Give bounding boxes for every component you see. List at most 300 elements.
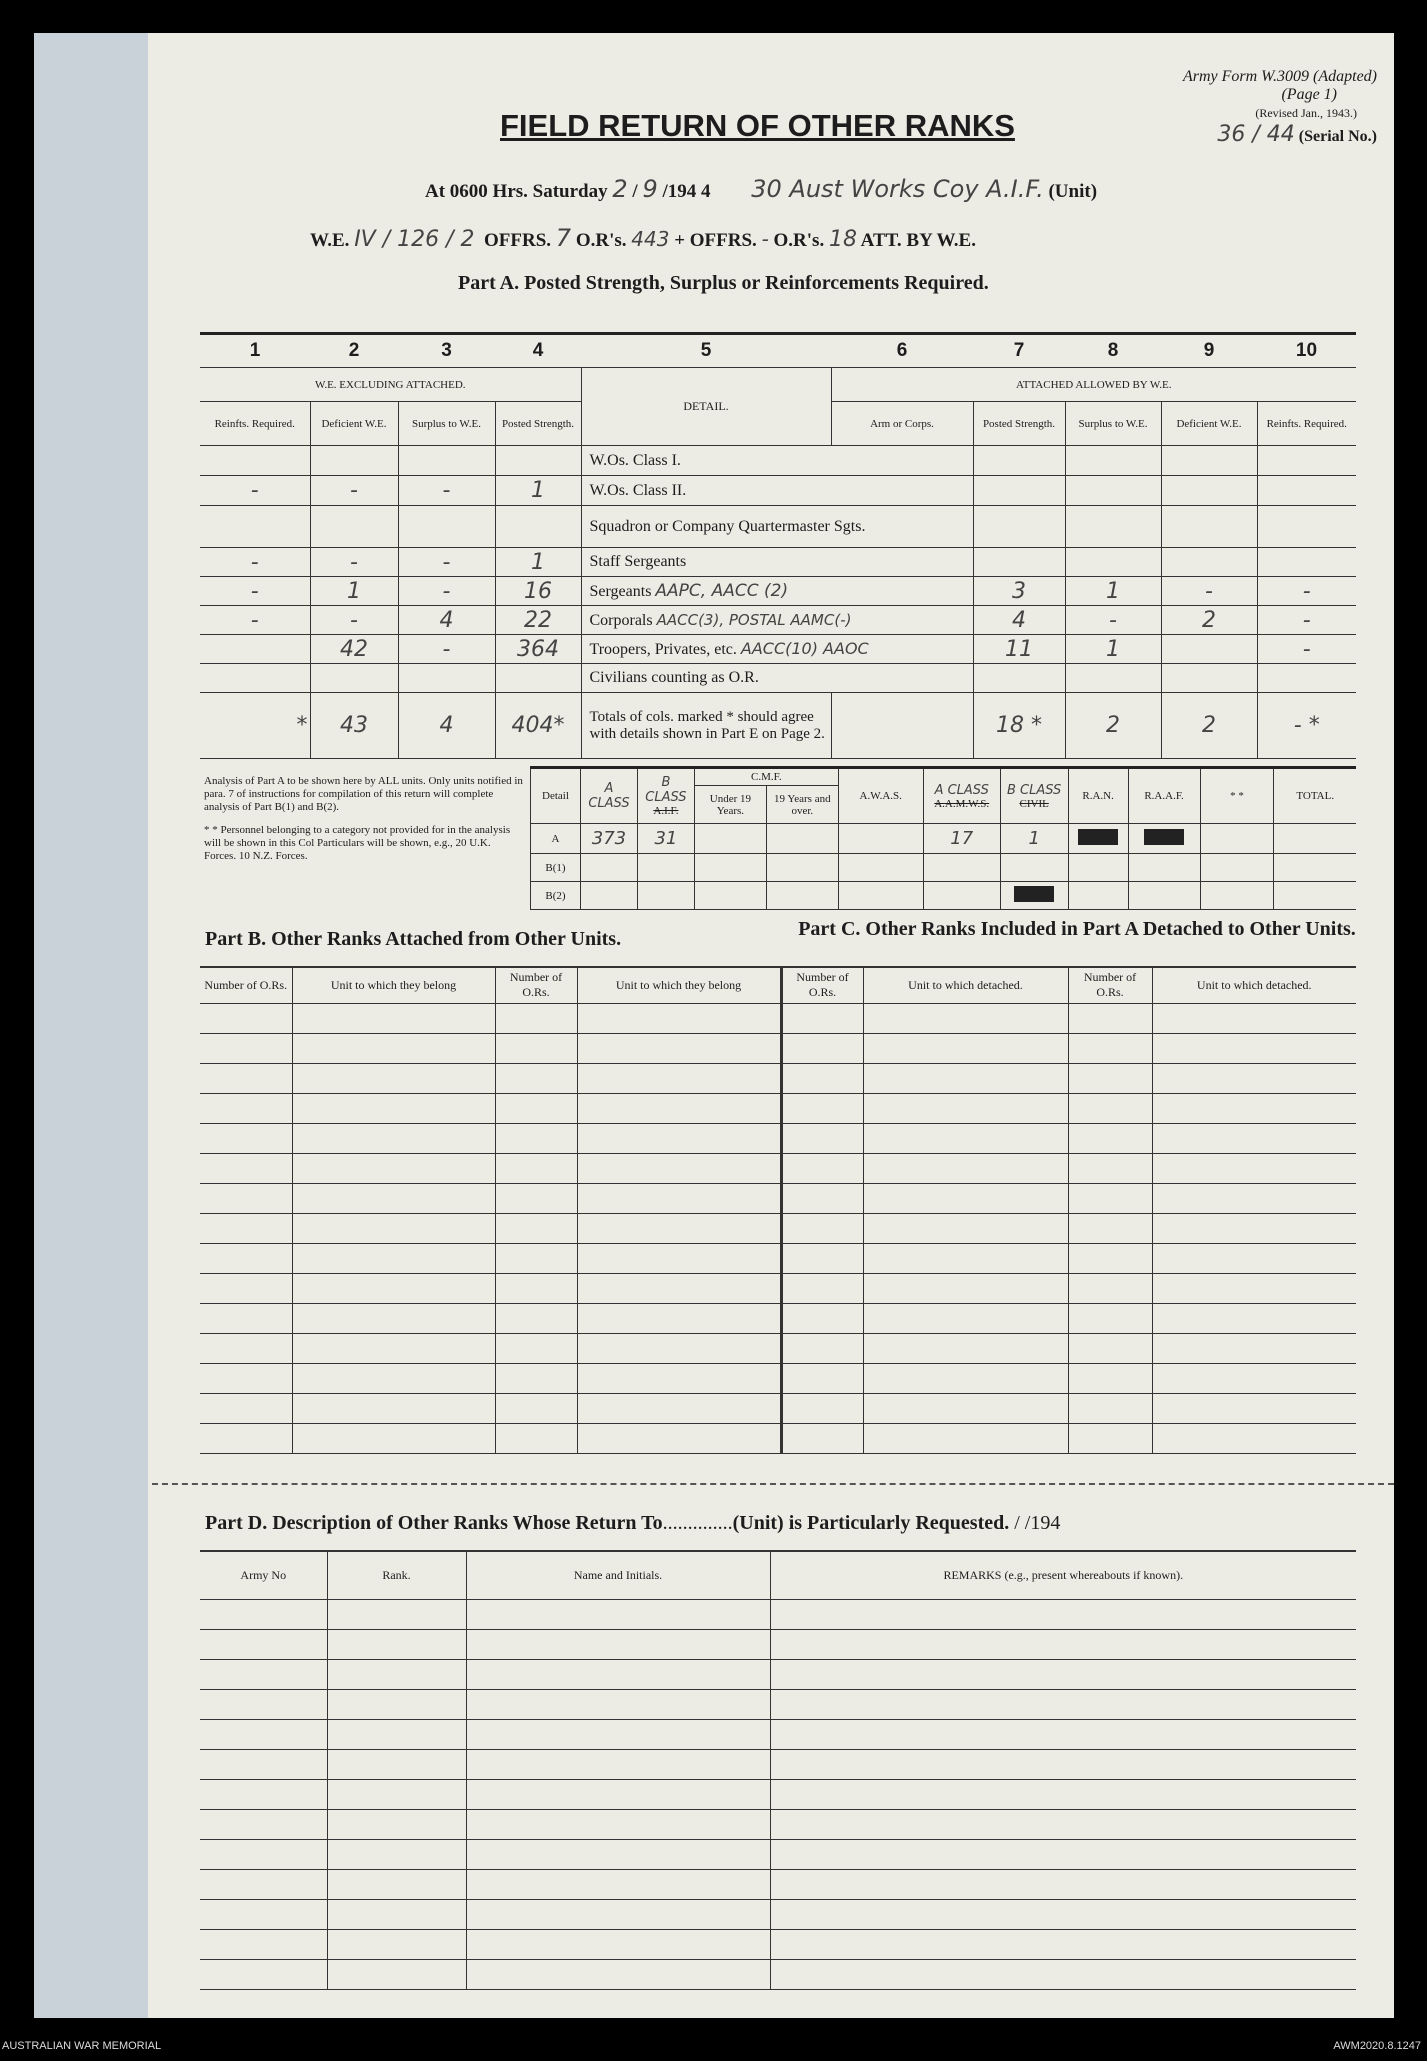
cell: - (200, 606, 310, 635)
row-label: B(2) (531, 882, 581, 910)
cell (973, 476, 1065, 506)
cell (838, 854, 923, 882)
cell (838, 882, 923, 910)
blank-row (200, 1393, 1356, 1423)
cell: 31 (637, 824, 694, 854)
blank-cell (466, 1929, 770, 1959)
blank-cell (863, 1183, 1068, 1213)
cell: 42 (310, 635, 398, 664)
table-row (200, 476, 1356, 506)
aif-label: A.I.F. (653, 805, 679, 817)
detail-text: W.Os. Class II. (589, 481, 687, 499)
blank-cell (292, 1183, 495, 1213)
blank-cell (1068, 1213, 1152, 1243)
head-deficient: Deficient W.E. (310, 402, 398, 446)
head-att-surplus: Surplus to W.E. (1065, 402, 1161, 446)
cell: 2 (1161, 606, 1257, 635)
redaction-mark (1014, 886, 1054, 902)
cell (1274, 882, 1356, 910)
row-detail (581, 476, 973, 506)
cell (923, 854, 1000, 882)
cell: - (310, 548, 398, 577)
head-detail: Detail (531, 768, 581, 824)
cell: 4 (398, 606, 495, 635)
cell: 1 (1000, 824, 1068, 854)
cell (200, 635, 310, 664)
blank-row (200, 1899, 1356, 1929)
blank-cell (495, 1063, 577, 1093)
blank-cell (292, 1063, 495, 1093)
blank-cell (200, 1719, 327, 1749)
serial-value: 36 / 44 (1217, 122, 1295, 147)
blank-cell (1068, 1003, 1152, 1033)
blank-cell (327, 1869, 466, 1899)
blank-cell (327, 1629, 466, 1659)
blank-cell (200, 1093, 292, 1123)
detail-handwritten: AACC(3), POSTAL AAMC(-) (656, 610, 852, 629)
analysis-note-1: Analysis of Part A to be shown here by ALL units. Only units notified in para. 7 of instructions for compilation of this return will complete analysis of Part B(1) and B(2). (204, 775, 523, 813)
blank-cell (327, 1839, 466, 1869)
column-number-row (200, 334, 1356, 368)
unit-value: 30 Aust Works Coy A.I.F. (751, 175, 1044, 203)
cell (495, 664, 581, 693)
blank-cell (466, 1689, 770, 1719)
cell (923, 882, 1000, 910)
cell: - (200, 548, 310, 577)
blank-cell (200, 1033, 292, 1063)
blank-row (200, 1003, 1356, 1033)
blank-cell (327, 1809, 466, 1839)
blank-row (200, 1213, 1356, 1243)
row-detail (581, 548, 973, 577)
blank-row (200, 1333, 1356, 1363)
cell (973, 506, 1065, 548)
blank-cell (292, 1393, 495, 1423)
blank-cell (200, 1303, 292, 1333)
cell: - (1257, 635, 1356, 664)
blank-cell (200, 1123, 292, 1153)
blank-cell (466, 1629, 770, 1659)
blank-row (200, 1063, 1356, 1093)
cell: - (1065, 606, 1161, 635)
serial-label: (Serial No.) (1298, 128, 1377, 145)
blank-cell (1068, 1033, 1152, 1063)
part-d-title-end: (Unit) is Particularly Requested. (732, 1512, 1010, 1534)
blank-cell (577, 1423, 781, 1453)
att-label: ATT. BY W.E. (860, 230, 976, 251)
blank-cell (577, 1003, 781, 1033)
cell (580, 854, 637, 882)
cell (973, 664, 1065, 693)
we-line (310, 224, 976, 252)
cell (310, 664, 398, 693)
offrs2-value: - (761, 227, 769, 251)
row-detail (581, 606, 973, 635)
blank-cell (1068, 1063, 1152, 1093)
blank-cell (1152, 1093, 1356, 1123)
head-att-posted: Posted Strength. (973, 402, 1065, 446)
blank-cell (495, 1183, 577, 1213)
blank-cell (781, 1423, 863, 1453)
blank-cell (1068, 1123, 1152, 1153)
blank-cell (495, 1093, 577, 1123)
cell: 1 (310, 577, 398, 606)
form-revised: (Revised Jan., 1943.) (1255, 106, 1357, 120)
head-b-unit: Unit to which they belong (292, 967, 495, 1003)
blank-cell (327, 1899, 466, 1929)
blank-cell (770, 1749, 1356, 1779)
row-label: A (531, 824, 581, 854)
blank-cell (327, 1749, 466, 1779)
blank-cell (863, 1063, 1068, 1093)
cell (200, 506, 310, 548)
blank-cell (781, 1123, 863, 1153)
blank-cell (770, 1719, 1356, 1749)
blank-cell (200, 1779, 327, 1809)
head-detail: DETAIL. (581, 368, 831, 446)
cell (495, 506, 581, 548)
part-bc-table (200, 966, 1356, 1454)
head-c-number-2: Number of O.Rs. (1068, 967, 1152, 1003)
blank-cell (863, 1033, 1068, 1063)
plus-sign: + (674, 230, 686, 251)
blank-row (200, 1243, 1356, 1273)
blank-cell (200, 1273, 292, 1303)
blank-cell (863, 1153, 1068, 1183)
head-ran: R.A.N. (1068, 768, 1128, 824)
blank-cell (1152, 1273, 1356, 1303)
blank-cell (200, 1393, 292, 1423)
head-b-unit-2: Unit to which they belong (577, 967, 781, 1003)
blank-cell (327, 1599, 466, 1629)
blank-cell (781, 1093, 863, 1123)
blank-cell (781, 1303, 863, 1333)
head-reinfts: Reinfts. Required. (200, 402, 310, 446)
blank-cell (770, 1839, 1356, 1869)
date-unit-line: At 0600 Hrs. Saturday 2 / 9 /194 4 30 Aust Works Coy A.I.F. (Unit) (425, 175, 1098, 203)
analysis-notes (204, 775, 524, 863)
cell (1065, 506, 1161, 548)
redaction-mark (1078, 829, 1118, 845)
blue-backing-sheet (34, 33, 152, 2018)
blank-cell (200, 1809, 327, 1839)
head-att-deficient: Deficient W.E. (1161, 402, 1257, 446)
blank-cell (863, 1213, 1068, 1243)
blank-cell (781, 1393, 863, 1423)
cell: 11 (973, 635, 1065, 664)
blank-cell (1152, 1243, 1356, 1273)
head-army-no: Army No (200, 1551, 327, 1599)
cell: - (310, 476, 398, 506)
table-row (200, 664, 1356, 693)
blank-cell (1152, 1063, 1356, 1093)
cell: 373 (580, 824, 637, 854)
cell (766, 854, 838, 882)
offrs-value: 7 (555, 224, 572, 252)
detail-text: Civilians counting as O.R. (589, 669, 759, 686)
cell: - (200, 476, 310, 506)
head-att-reinfts: Reinfts. Required. (1257, 402, 1356, 446)
head-c-number: Number of O.Rs. (781, 967, 863, 1003)
blank-cell (495, 1363, 577, 1393)
blank-cell (781, 1183, 863, 1213)
cell: 18 * (973, 693, 1065, 759)
head-remarks: REMARKS (e.g., present whereabouts if known). (770, 1551, 1356, 1599)
blank-cell (577, 1063, 781, 1093)
blank-cell (781, 1333, 863, 1363)
form-adapted: (Adapted) (1313, 68, 1377, 85)
ors-value: 443 (631, 227, 670, 251)
ors2-label: O.R's. (773, 230, 825, 251)
detail-text: Squadron or Company Quartermaster Sgts. (589, 517, 866, 535)
blank-cell (466, 1599, 770, 1629)
part-d-table (200, 1550, 1356, 1990)
row-label: B(1) (531, 854, 581, 882)
civil-hand: B CLASS (1007, 782, 1062, 798)
blank-row (200, 1779, 1356, 1809)
blank-cell (1068, 1093, 1152, 1123)
blank-cell (495, 1153, 577, 1183)
cell (1065, 664, 1161, 693)
blank-cell (770, 1779, 1356, 1809)
blank-cell (770, 1929, 1356, 1959)
head-raaf: R.A.A.F. (1128, 768, 1200, 824)
blank-cell (327, 1689, 466, 1719)
ors-label: O.R's. (575, 230, 627, 251)
totals-detail: Totals of cols. marked * should agree with details shown in Part E on Page 2. (581, 693, 831, 759)
blank-cell (327, 1929, 466, 1959)
redacted-cell (1128, 824, 1200, 854)
cell: 404* (495, 693, 581, 759)
blank-cell (1152, 1363, 1356, 1393)
blank-cell (466, 1869, 770, 1899)
part-a-table (200, 332, 1356, 759)
blank-cell (781, 1153, 863, 1183)
blank-cell (200, 1153, 292, 1183)
footer-credit: AUSTRALIAN WAR MEMORIAL (2, 2040, 162, 2052)
blank-cell (327, 1959, 466, 1989)
aif-b-hand: B CLASS (645, 775, 687, 805)
blank-cell (577, 1273, 781, 1303)
row-detail (581, 664, 973, 693)
blank-cell (1152, 1153, 1356, 1183)
blank-cell (1152, 1123, 1356, 1153)
blank-cell (292, 1123, 495, 1153)
head-awas: A.W.A.S. (838, 768, 923, 824)
blank-cell (292, 1243, 495, 1273)
cell (580, 882, 637, 910)
analysis-row (531, 854, 1357, 882)
col-number: 1 (200, 334, 310, 368)
head-aamws (923, 768, 1000, 824)
blank-cell (466, 1809, 770, 1839)
ors2-value: 18 (828, 227, 857, 252)
blank-cell (1068, 1363, 1152, 1393)
blank-row (200, 1153, 1356, 1183)
cell (1274, 854, 1356, 882)
blank-cell (200, 1629, 327, 1659)
detail-text: W.Os. Class I. (589, 451, 681, 469)
group-we-excluding: W.E. EXCLUDING ATTACHED. (200, 368, 581, 402)
cell: 4 (398, 693, 495, 759)
blank-cell (781, 1033, 863, 1063)
cell (1257, 446, 1356, 476)
blank-cell (1068, 1273, 1152, 1303)
footer-accession: AWM2020.8.1247 (1333, 2040, 1421, 2052)
blank-cell (1152, 1213, 1356, 1243)
part-b-title: Part B. Other Ranks Attached from Other Units. (205, 928, 622, 950)
blank-cell (1152, 1003, 1356, 1033)
cell: - (1161, 577, 1257, 606)
blank-cell (1068, 1333, 1152, 1363)
blank-row (200, 1273, 1356, 1303)
detail-text: Corporals (589, 611, 653, 629)
cell: - (310, 606, 398, 635)
blank-cell (577, 1333, 781, 1363)
detail-text: Staff Sergeants (589, 553, 687, 570)
blank-row (200, 1959, 1356, 1989)
cell: - * (1257, 693, 1356, 759)
detail-text: Troopers, Privates, etc. (589, 641, 737, 658)
head-b-number-2: Number of O.Rs. (495, 967, 577, 1003)
blank-row (200, 1749, 1356, 1779)
blank-row (200, 1033, 1356, 1063)
blank-row (200, 1929, 1356, 1959)
cell (1274, 824, 1356, 854)
form-title: FIELD RETURN OF OTHER RANKS (500, 108, 1015, 143)
cell: 1 (495, 548, 581, 577)
analysis-row (531, 882, 1357, 910)
blank-cell (781, 1063, 863, 1093)
cell: 17 (923, 824, 1000, 854)
detail-handwritten: AAPC, AACC (2) (655, 581, 789, 601)
cell: 43 (310, 693, 398, 759)
blank-cell (863, 1243, 1068, 1273)
blank-cell (577, 1363, 781, 1393)
cell: - (398, 476, 495, 506)
blank-cell (466, 1719, 770, 1749)
cell: 2 (1161, 693, 1257, 759)
blank-cell (495, 1303, 577, 1333)
blank-cell (1068, 1393, 1152, 1423)
part-a-title: Part A. Posted Strength, Surplus or Reinforcements Required. (458, 272, 989, 294)
cell (637, 882, 694, 910)
blank-cell (863, 1333, 1068, 1363)
blank-cell (292, 1363, 495, 1393)
head-b-number: Number of O.Rs. (200, 967, 292, 1003)
blank-cell (495, 1003, 577, 1033)
blank-cell (327, 1719, 466, 1749)
cell (200, 664, 310, 693)
blank-cell (466, 1659, 770, 1689)
head-other: * * (1200, 768, 1274, 824)
cell: - (398, 548, 495, 577)
row-detail (581, 635, 973, 664)
blank-row (200, 1363, 1356, 1393)
cell (398, 664, 495, 693)
blank-cell (495, 1273, 577, 1303)
cell: 2 (1065, 693, 1161, 759)
cell (1200, 854, 1274, 882)
blank-cell (1068, 1183, 1152, 1213)
blank-row (200, 1629, 1356, 1659)
blank-cell (863, 1303, 1068, 1333)
redacted-cell (1068, 824, 1128, 854)
cell: 364 (495, 635, 581, 664)
blank-cell (495, 1213, 577, 1243)
blank-cell (1152, 1393, 1356, 1423)
aamws-hand: A CLASS (934, 782, 989, 798)
table-row (200, 446, 1356, 476)
blank-cell (200, 1183, 292, 1213)
blank-cell (770, 1599, 1356, 1629)
blank-cell (495, 1243, 577, 1273)
part-d-date: / /194 (1014, 1512, 1061, 1534)
blank-cell (781, 1273, 863, 1303)
part-c-title: Part C. Other Ranks Included in Part A Detached to Other Units. (798, 918, 1356, 940)
cell (1257, 548, 1356, 577)
blank-cell (292, 1213, 495, 1243)
col-number: 3 (398, 334, 495, 368)
head-total: TOTAL. (1274, 768, 1356, 824)
col-number: 2 (310, 334, 398, 368)
blank-cell (466, 1959, 770, 1989)
blank-row (200, 1303, 1356, 1333)
at-label: At 0600 Hrs. Saturday (425, 181, 608, 202)
cell (1161, 548, 1257, 577)
aamws-label: A.A.M.W.S. (934, 797, 990, 810)
blank-cell (781, 1003, 863, 1033)
blank-cell (577, 1303, 781, 1333)
cell (1068, 882, 1128, 910)
blank-cell (863, 1123, 1068, 1153)
cell: 3 (973, 577, 1065, 606)
blank-row (200, 1599, 1356, 1629)
offrs2-label: OFFRS. (689, 230, 757, 251)
cell (1161, 635, 1257, 664)
detail-handwritten: AACC(10) AAOC (740, 639, 869, 658)
analysis-row (531, 824, 1357, 854)
head-c-unit-2: Unit to which detached. (1152, 967, 1356, 1003)
aif-a-hand: A CLASS (588, 781, 630, 811)
cell (1257, 506, 1356, 548)
date-year: /194 4 (662, 181, 711, 202)
blank-cell (1068, 1243, 1152, 1273)
blank-cell (200, 1749, 327, 1779)
tear-line (152, 1483, 1394, 1485)
cell (838, 824, 923, 854)
blank-cell (577, 1093, 781, 1123)
cell (831, 693, 973, 759)
blank-cell (577, 1183, 781, 1213)
blank-row (200, 1093, 1356, 1123)
blank-cell (863, 1363, 1068, 1393)
blank-cell (863, 1273, 1068, 1303)
blank-cell (200, 1899, 327, 1929)
cell (973, 446, 1065, 476)
blank-cell (770, 1659, 1356, 1689)
blank-cell (495, 1123, 577, 1153)
form-reference (1183, 68, 1377, 146)
blank-cell (292, 1303, 495, 1333)
row-detail (581, 506, 973, 548)
head-cmf: C.M.F. (694, 768, 838, 786)
blank-cell (863, 1003, 1068, 1033)
blank-cell (863, 1393, 1068, 1423)
blank-cell (577, 1123, 781, 1153)
blank-cell (200, 1063, 292, 1093)
blank-cell (292, 1093, 495, 1123)
